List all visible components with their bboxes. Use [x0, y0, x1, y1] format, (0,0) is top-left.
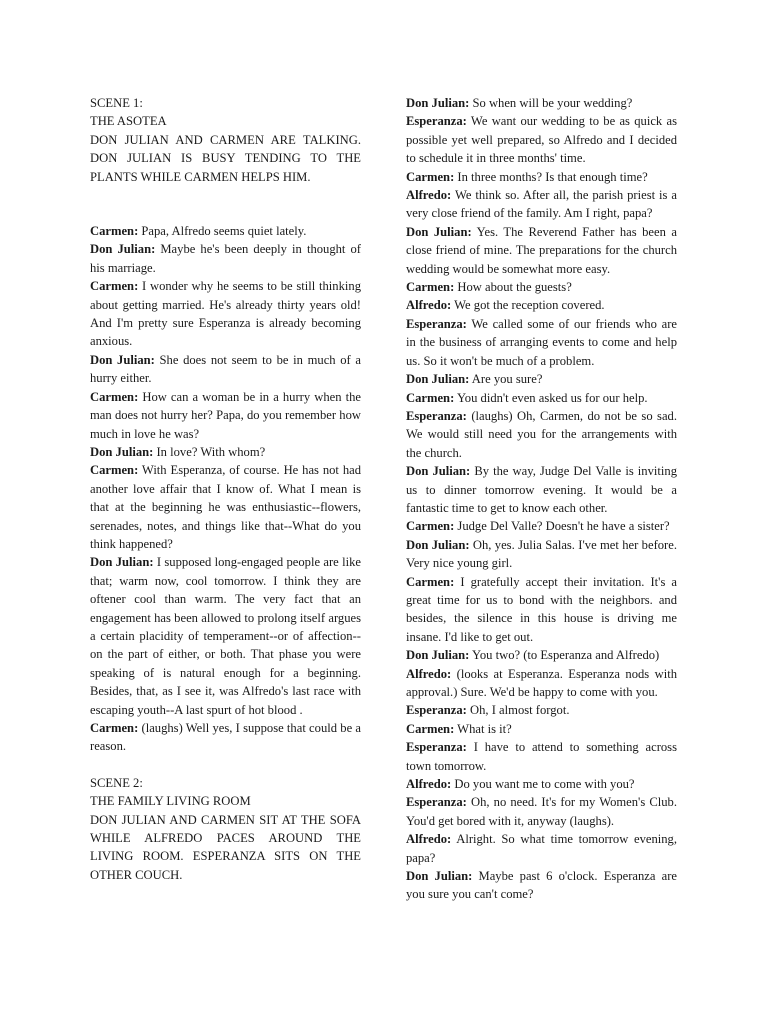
dialogue-text: Oh, yes. Julia Salas. I've met her before. Very nice young girl.: [406, 537, 677, 571]
dialogue-line: [406, 701, 677, 719]
speaker-name: Esperanza:: [406, 740, 467, 755]
dialogue-text: You two? (to Esperanza and Alfredo): [469, 648, 660, 663]
dialogue-line: [406, 462, 677, 517]
speaker-name: Alfredo:: [406, 188, 452, 203]
speaker-name: Don Julian:: [406, 648, 470, 663]
scene-heading-line: DON JULIAN AND CARMEN SIT AT THE SOFA WHILE ALFREDO PACES AROUND THE LIVING ROOM. ESPERANZA SITS ON THE OTHER COUCH.: [90, 812, 361, 882]
dialogue-line: [406, 720, 677, 738]
dialogue-line: [406, 296, 677, 314]
speaker-name: Carmen:: [406, 519, 455, 534]
speaker-name: Don Julian:: [90, 555, 154, 570]
dialogue-line: [406, 94, 677, 112]
dialogue-text: I have to attend to something across town tomorrow.: [406, 740, 677, 773]
scene-heading-line: THE FAMILY LIVING ROOM: [90, 794, 251, 809]
dialogue-line: [406, 223, 677, 278]
dialogue-text: I supposed long-engaged people are like that; warm now, cool tomorrow. I think they are oftener cool than warm. The very fact that an engagement has been allowed to prolong itself argues a certain placidity of temperament--or of affection--on the part of either, or both. That phase you were speaking of is natural enough for a beginning. Besides, that, as I see it, was Alfredo's last race with escaping youth--A last spurt of hot blood .: [90, 555, 361, 717]
scene-heading-line: SCENE 1:: [90, 96, 143, 110]
speaker-name: Alfredo:: [406, 777, 452, 792]
dialogue-text: We called some of our friends who are in the business of arranging events to come and help us. So it won't be much of a problem.: [406, 316, 677, 368]
dialogue-text: I wonder why he seems to be still thinking about getting married. He's already thirty years old! And I'm pretty sure Esperanza is already becoming anxious.: [90, 279, 361, 349]
scene-heading: [90, 94, 361, 186]
dialogue-line: [406, 112, 677, 167]
dialogue-line: [90, 553, 361, 719]
speaker-name: Carmen:: [90, 721, 139, 735]
right-column: [406, 94, 677, 904]
speaker-name: Alfredo:: [406, 298, 452, 313]
speaker-name: Carmen:: [406, 390, 455, 405]
speaker-name: Don Julian:: [406, 537, 470, 552]
dialogue-line: [406, 665, 677, 702]
dialogue-line: [406, 775, 677, 793]
speaker-name: Don Julian:: [406, 96, 470, 110]
speaker-name: Don Julian:: [406, 869, 473, 884]
dialogue-line: [406, 407, 677, 462]
dialogue-text: I gratefully accept their invitation. It's a great time for us to bond with the neighbors. and besides, the silence in this house is driving me insane. I'd like to get out.: [406, 574, 677, 644]
spacer: [90, 756, 361, 774]
dialogue-text: (laughs) Well yes, I suppose that could be a reason.: [90, 721, 361, 754]
spacer: [90, 186, 361, 222]
dialogue-line: [406, 573, 677, 647]
dialogue-line: [406, 793, 677, 830]
speaker-name: Don Julian:: [406, 224, 472, 239]
dialogue-text: (laughs) Oh, Carmen, do not be so sad. We would still need you for the arrangements with the church.: [406, 408, 677, 460]
dialogue-line: [90, 240, 361, 277]
dialogue-text: We got the reception covered.: [451, 298, 605, 313]
dialogue-line: [406, 186, 677, 223]
dialogue-text: So when will be your wedding?: [469, 96, 633, 110]
scene-heading-line: DON JULIAN AND CARMEN ARE TALKING. DON JULIAN IS BUSY TENDING TO THE PLANTS WHILE CARMEN HELPS HIM.: [90, 132, 361, 184]
dialogue-text: You didn't even asked us for our help.: [454, 390, 648, 405]
dialogue-text: Yes. The Reverend Father has been a close friend of mine. The preparations for the church wedding would be somewhat more easy.: [406, 224, 677, 276]
scene-heading-line: THE ASOTEA: [90, 114, 167, 129]
scene-heading: [90, 774, 361, 884]
dialogue-text: Judge Del Valle? Doesn't he have a sister?: [454, 519, 670, 534]
speaker-name: Esperanza:: [406, 114, 467, 129]
dialogue-text: We want our wedding to be as quick as possible yet well prepared, so Alfredo and I decided to schedule it in three months' time.: [406, 114, 677, 166]
speaker-name: Carmen:: [90, 279, 139, 294]
speaker-name: Don Julian:: [406, 464, 471, 479]
speaker-name: Don Julian:: [90, 242, 156, 257]
dialogue-text: Are you sure?: [469, 372, 543, 387]
dialogue-line: [90, 719, 361, 756]
dialogue-text: How about the guests?: [454, 280, 572, 295]
dialogue-line: [406, 315, 677, 370]
speaker-name: Carmen:: [406, 280, 455, 295]
speaker-name: Alfredo:: [406, 832, 452, 847]
dialogue-text: Papa, Alfredo seems quiet lately.: [138, 224, 307, 239]
dialogue-text: How can a woman be in a hurry when the man does not hurry her? Papa, do you remember how much in love he was?: [90, 389, 361, 441]
scene-heading-line: SCENE 2:: [90, 775, 143, 790]
dialogue-text: By the way, Judge Del Valle is inviting us to dinner tomorrow evening. It would be a fantastic time to get to know each other.: [406, 464, 677, 515]
speaker-name: Carmen:: [90, 224, 139, 239]
dialogue-text: Alright. So what time tomorrow evening, papa?: [406, 832, 677, 865]
speaker-name: Carmen:: [90, 463, 139, 478]
dialogue-text: In three months? Is that enough time?: [454, 169, 648, 184]
dialogue-line: [406, 278, 677, 296]
dialogue-text: In love? With whom?: [153, 444, 266, 459]
speaker-name: Alfredo:: [406, 666, 452, 681]
speaker-name: Carmen:: [90, 389, 139, 404]
dialogue-text: (looks at Esperanza. Esperanza nods with approval.) Sure. We'd be happy to come with you.: [406, 666, 677, 699]
dialogue-text: Oh, no need. It's for my Women's Club. You'd get bored with it, anyway (laughs).: [406, 795, 677, 828]
dialogue-text: Do you want me to come with you?: [451, 777, 635, 792]
dialogue-text: What is it?: [454, 721, 512, 736]
speaker-name: Esperanza:: [406, 316, 467, 331]
dialogue-line: [406, 370, 677, 388]
dialogue-line: [406, 389, 677, 407]
dialogue-line: [90, 222, 361, 240]
speaker-name: Esperanza:: [406, 703, 467, 718]
dialogue-text: Maybe past 6 o'clock. Esperanza are you sure you can't come?: [406, 869, 677, 902]
dialogue-line: [90, 388, 361, 443]
dialogue-text: Oh, I almost forgot.: [466, 703, 570, 718]
dialogue-line: [90, 351, 361, 388]
speaker-name: Carmen:: [406, 721, 455, 736]
dialogue-line: [90, 461, 361, 553]
dialogue-text: With Esperanza, of course. He has not had another love affair that I know of. What I mean is that at the beginning he was enthusiastic--flowers, serenades, notes, and things like that--What do you think happened?: [90, 463, 361, 551]
dialogue-text: We think so. After all, the parish priest is a very close friend of the family. Am I right, papa?: [406, 188, 677, 221]
dialogue-line: [406, 830, 677, 867]
speaker-name: Carmen:: [406, 169, 455, 184]
speaker-name: Don Julian:: [90, 444, 154, 459]
left-column: [90, 94, 361, 884]
dialogue-line: [406, 646, 677, 664]
dialogue-line: [406, 536, 677, 573]
speaker-name: Esperanza:: [406, 408, 467, 423]
speaker-name: Carmen:: [406, 574, 455, 589]
dialogue-text: She does not seem to be in much of a hurry either.: [90, 352, 361, 386]
dialogue-line: [406, 738, 677, 775]
dialogue-line: [406, 517, 677, 535]
dialogue-line: [90, 277, 361, 351]
dialogue-line: [406, 168, 677, 186]
dialogue-line: [406, 867, 677, 904]
dialogue-line: [90, 443, 361, 461]
speaker-name: Don Julian:: [90, 352, 155, 367]
speaker-name: Don Julian:: [406, 372, 470, 387]
dialogue-text: Maybe he's been deeply in thought of his marriage.: [90, 242, 361, 275]
speaker-name: Esperanza:: [406, 795, 467, 810]
